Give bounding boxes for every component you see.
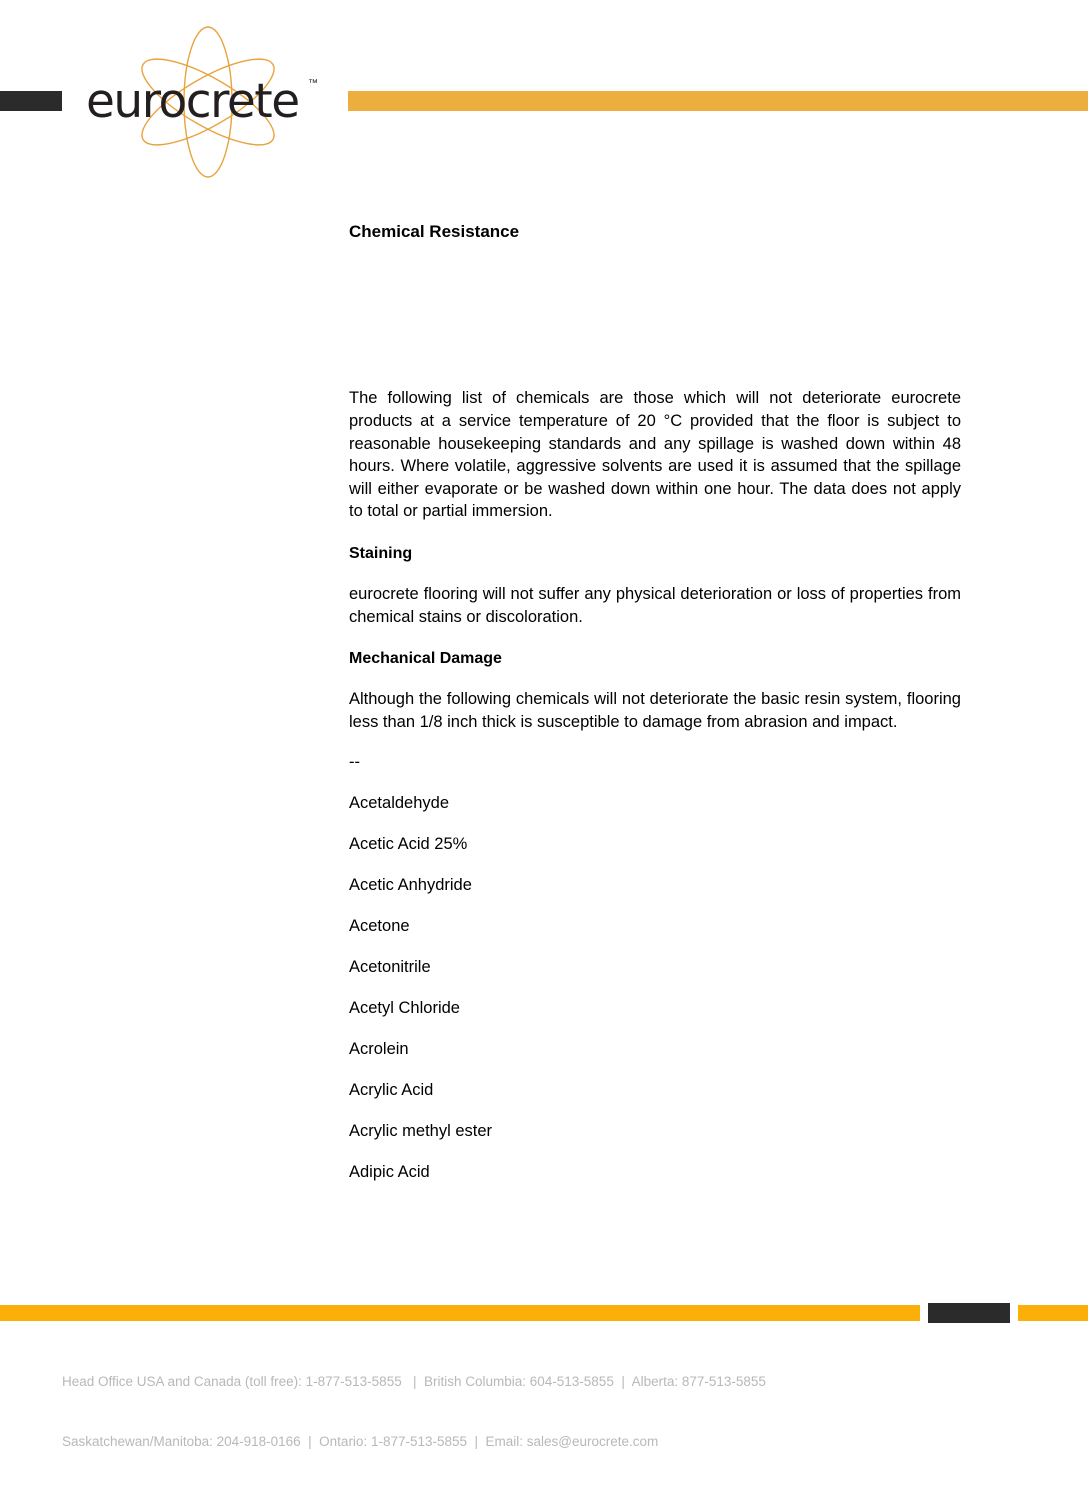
- section-heading-staining: Staining: [349, 544, 413, 562]
- logo-wordmark: eurocrete: [86, 74, 299, 129]
- page-footer: [0, 1280, 1088, 1449]
- header-accent-bar-dark: [0, 91, 62, 111]
- section-body-mechanical-damage: Although the following chemicals will not deteriorate the basic resin system, flooring less than 1/8 inch thick is susceptible to damage from abrasion and impact.: [349, 690, 961, 731]
- footer-accent-bar-orange: [0, 1305, 920, 1321]
- list-separator: --: [349, 753, 360, 772]
- list-item: Acetic Acid 25%: [349, 835, 468, 854]
- title-spacer: [349, 242, 961, 387]
- list-item: Acrolein: [349, 1040, 409, 1059]
- list-item: Adipic Acid: [349, 1163, 430, 1182]
- section-body-staining: eurocrete flooring will not suffer any physical deterioration or loss of properties from chemical stains or discoloration.: [349, 584, 961, 626]
- list-item: Acetonitrile: [349, 958, 431, 977]
- footer-contact-line-2: Saskatchewan/Manitoba: 204-918-0166 | Ontario: 1-877-513-5855 | Email: sales@eurocrete.com: [62, 1434, 659, 1449]
- header-accent-bar-orange: [348, 91, 1088, 111]
- document-body: [349, 222, 961, 1203]
- list-item: Acetyl Chloride: [349, 999, 460, 1018]
- section-heading-mechanical-damage: Mechanical Damage: [349, 650, 502, 668]
- list-item: Acetaldehyde: [349, 794, 449, 813]
- logo-trademark-icon: ™: [308, 78, 318, 89]
- chemical-list: [349, 793, 961, 1182]
- list-item: Acrylic methyl ester: [349, 1122, 493, 1141]
- footer-accent-bar-orange-end: [1018, 1305, 1088, 1321]
- footer-accent-bar-dark: [928, 1303, 1010, 1323]
- page-title: Chemical Resistance: [349, 222, 520, 241]
- list-item: Acrylic Acid: [349, 1081, 434, 1100]
- footer-contact-line-1: Head Office USA and Canada (toll free): 1-877-513-5855 | British Columbia: 604-513-5855 | Alberta: 877-513-5855: [62, 1374, 766, 1389]
- list-item: Acetic Anhydride: [349, 876, 472, 895]
- eurocrete-logo: [86, 22, 331, 182]
- list-item: Acetone: [349, 917, 410, 936]
- page-header: [0, 0, 1088, 200]
- footer-contact-info: [62, 1332, 1012, 1492]
- intro-paragraph: The following list of chemicals are those which will not deteriorate eurocrete products at a service temperature of 20 °C provided that the floor is subject to reasonable housekeeping standards and any spillage is washed down within 48 hours. Where volatile, aggressive solvents are used it is assumed that the spillage will either evaporate or be washed down within one hour. The data does not apply to total or partial immersion.: [349, 389, 961, 521]
